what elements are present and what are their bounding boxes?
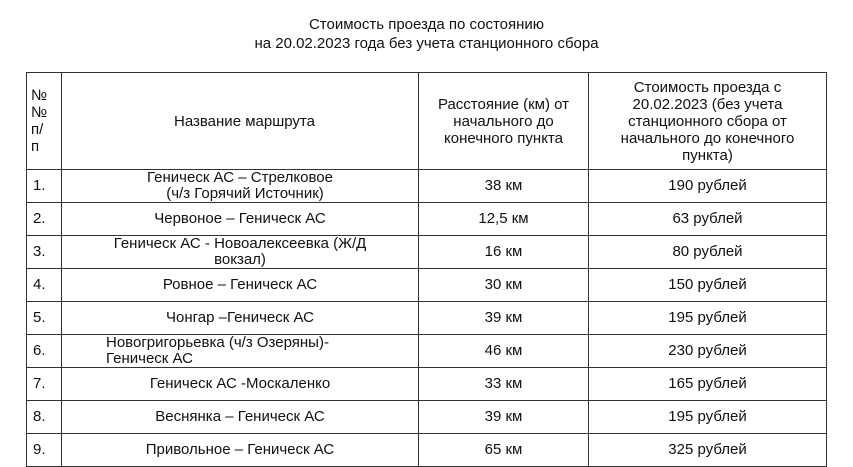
route-name xyxy=(62,236,419,269)
route-name-line: Привольное – Геническ АС xyxy=(145,441,335,458)
route-name xyxy=(62,302,419,335)
route-price: 195 рублей xyxy=(589,302,827,335)
route-name-line: Геническ АС - Новоалексеевка (Ж/Д xyxy=(113,235,367,252)
route-price: 195 рублей xyxy=(589,401,827,434)
table-row xyxy=(27,170,827,203)
table-row xyxy=(27,401,827,434)
header-distance-line: конечного пункта xyxy=(444,129,563,147)
header-price-line: начального до конечного xyxy=(620,129,795,147)
row-number: 2. xyxy=(27,203,62,236)
route-price: 190 рублей xyxy=(589,170,827,203)
route-name-line: Ровное – Геническ АС xyxy=(162,276,318,293)
route-name xyxy=(62,170,419,203)
row-number: 8. xyxy=(27,401,62,434)
route-name-line: Геническ АС xyxy=(106,350,194,367)
header-num-line: № xyxy=(31,87,48,104)
route-name xyxy=(62,203,419,236)
route-name xyxy=(62,401,419,434)
fare-table xyxy=(26,72,827,467)
title-line-1: Стоимость проезда по состоянию xyxy=(308,16,545,33)
route-name xyxy=(62,434,419,467)
document-title xyxy=(0,15,853,53)
row-number: 9. xyxy=(27,434,62,467)
table-row xyxy=(27,434,827,467)
row-number: 3. xyxy=(27,236,62,269)
table-row xyxy=(27,236,827,269)
route-price: 230 рублей xyxy=(589,335,827,368)
row-number: 5. xyxy=(27,302,62,335)
route-name-line: Веснянка – Геническ АС xyxy=(155,408,325,425)
route-distance: 30 км xyxy=(419,269,589,302)
route-name-line: Чонгар –Геническ АС xyxy=(166,309,314,326)
table-row xyxy=(27,335,827,368)
row-number: 1. xyxy=(27,170,62,203)
route-price: 150 рублей xyxy=(589,269,827,302)
route-distance: 65 км xyxy=(419,434,589,467)
header-price-line: Стоимость проезда с xyxy=(633,78,782,96)
header-distance-line: начального до xyxy=(453,112,554,130)
header-num xyxy=(27,73,62,170)
route-name-line: Геническ АС -Москаленко xyxy=(149,375,331,392)
route-name xyxy=(62,269,419,302)
route-name-line: Геническ АС – Стрелковое xyxy=(147,169,333,186)
header-price-line: станционного сбора от xyxy=(628,112,787,130)
route-price: 80 рублей xyxy=(589,236,827,269)
table-row xyxy=(27,302,827,335)
route-distance: 33 км xyxy=(419,368,589,401)
route-name-line: вокзал) xyxy=(214,251,266,268)
route-price: 63 рублей xyxy=(589,203,827,236)
header-num-line: п/ xyxy=(31,121,44,138)
header-distance xyxy=(419,73,589,170)
route-distance: 12,5 км xyxy=(419,203,589,236)
header-num-line: № xyxy=(31,104,48,121)
header-distance-line: Расстояние (км) от xyxy=(437,95,570,113)
table-row xyxy=(27,269,827,302)
header-route: Название маршрута xyxy=(62,73,419,170)
row-number: 6. xyxy=(27,335,62,368)
route-distance: 38 км xyxy=(419,170,589,203)
table-row xyxy=(27,368,827,401)
header-row xyxy=(27,73,827,170)
route-distance: 39 км xyxy=(419,302,589,335)
row-number: 7. xyxy=(27,368,62,401)
route-distance: 16 км xyxy=(419,236,589,269)
row-number: 4. xyxy=(27,269,62,302)
route-name-line: Новогригорьевка (ч/з Озеряны)- xyxy=(106,334,329,351)
header-price-line: пункта) xyxy=(682,146,733,164)
route-distance: 39 км xyxy=(419,401,589,434)
route-distance: 46 км xyxy=(419,335,589,368)
header-num-line: п xyxy=(31,138,40,155)
table-row xyxy=(27,203,827,236)
route-name-line: (ч/з Горячий Источник) xyxy=(166,185,324,202)
header-price-line: 20.02.2023 (без учета xyxy=(632,95,783,113)
route-name-line: Червоное – Геническ АС xyxy=(154,210,326,227)
header-price xyxy=(589,73,827,170)
route-price: 325 рублей xyxy=(589,434,827,467)
route-name xyxy=(62,368,419,401)
title-line-2: на 20.02.2023 года без учета станционного сбора xyxy=(254,35,599,52)
route-name xyxy=(62,335,419,368)
route-price: 165 рублей xyxy=(589,368,827,401)
